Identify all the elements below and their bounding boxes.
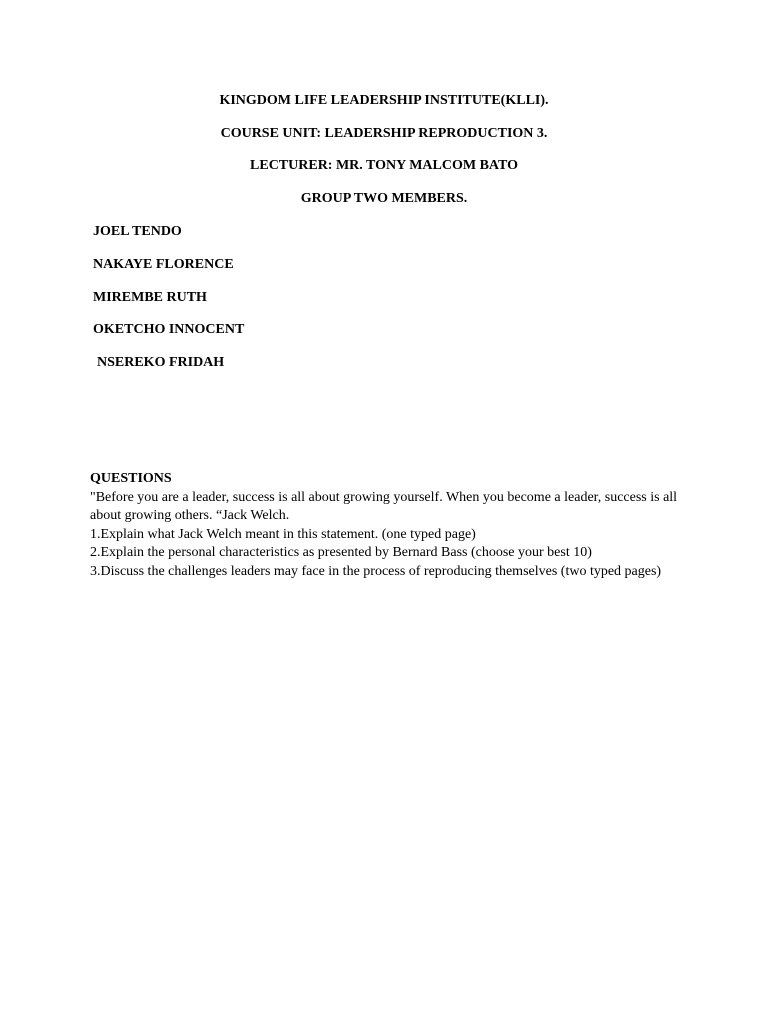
institute-title: KINGDOM LIFE LEADERSHIP INSTITUTE(KLLI). [219, 93, 549, 108]
questions-title: QUESTIONS [90, 471, 172, 486]
question-item: 2.Explain the personal characteristics as presented by Bernard Bass (choose your best 10) [90, 545, 592, 560]
quote-text: "Before you are a leader, success is all about growing yourself. When you become a leader, success is all about growing others. “Jack Welch. [90, 489, 678, 523]
member-name: NAKAYE FLORENCE [93, 256, 234, 272]
questions-section [90, 470, 690, 581]
member-name: OKETCHO INNOCENT [93, 322, 245, 338]
member-name: JOEL TENDO [93, 224, 182, 239]
question-item: 3.Discuss the challenges leaders may face in the process of reproducing themselves (two typed pages) [90, 563, 662, 579]
lecturer-name: LECTURER: MR. TONY MALCOM BATO [250, 158, 518, 173]
course-unit: COURSE UNIT: LEADERSHIP REPRODUCTION 3. [220, 126, 548, 141]
member-name: MIREMBE RUTH [93, 289, 207, 305]
member-list [93, 223, 244, 387]
group-heading: GROUP TWO MEMBERS. [300, 191, 468, 206]
member-name: NSEREKO FRIDAH [97, 355, 225, 370]
question-item: 1.Explain what Jack Welch meant in this statement. (one typed page) [90, 526, 476, 542]
